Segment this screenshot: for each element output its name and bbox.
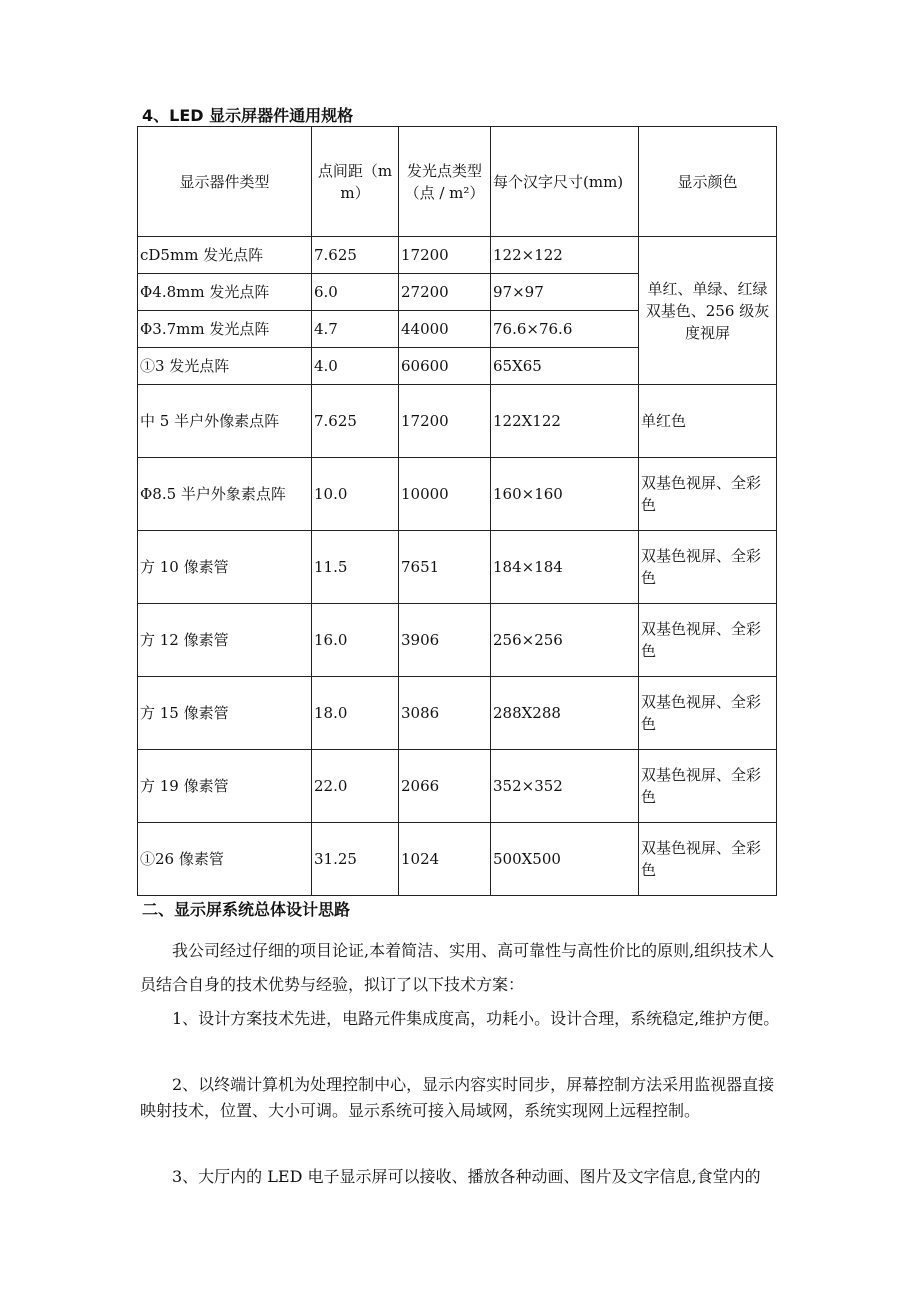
cell-density: 3086 <box>399 677 491 750</box>
section-2-title: 二、显示屏系统总体设计思路 <box>142 900 351 919</box>
paragraph-point-1: 1、设计方案技术先进，电路元件集成度高，功耗小。设计合理，系统稳定,维护方便。 <box>172 1009 780 1028</box>
table-row <box>138 823 777 896</box>
paragraph-point-3: 3、大厅内的 LED 电子显示屏可以接收、播放各种动画、图片及文字信息,食堂内的 <box>172 1167 761 1186</box>
cell-type: 方 19 像素管 <box>138 750 312 823</box>
led-spec-table <box>137 126 777 896</box>
cell-type: 方 15 像素管 <box>138 677 312 750</box>
table-row <box>138 750 777 823</box>
table-row <box>138 531 777 604</box>
cell-size: 184×184 <box>491 531 639 604</box>
table-row <box>138 604 777 677</box>
cell-type: ①3 发光点阵 <box>138 348 312 385</box>
table-header-row <box>138 127 777 237</box>
cell-density: 10000 <box>399 458 491 531</box>
cell-color: 单红色 <box>639 385 777 458</box>
cell-pitch: 18.0 <box>312 677 399 750</box>
cell-color: 双基色视屏、全彩色 <box>639 823 777 896</box>
cell-pitch: 22.0 <box>312 750 399 823</box>
cell-type: 方 10 像素管 <box>138 531 312 604</box>
cell-pitch: 31.25 <box>312 823 399 896</box>
cell-type: 方 12 像素管 <box>138 604 312 677</box>
cell-density: 7651 <box>399 531 491 604</box>
cell-pitch: 6.0 <box>312 274 399 311</box>
header-color: 显示颜色 <box>639 127 777 237</box>
cell-pitch: 7.625 <box>312 385 399 458</box>
cell-size: 160×160 <box>491 458 639 531</box>
header-pitch: 点间距（mm） <box>312 127 399 237</box>
paragraph-intro: 我公司经过仔细的项目论证,本着简洁、实用、高可靠性与高性价比的原则,组织技术人员结合自身的技术优势与经验，拟订了以下技术方案： <box>140 941 775 994</box>
header-char-size: 每个汉字尺寸(mm) <box>491 127 639 237</box>
cell-density: 60600 <box>399 348 491 385</box>
cell-size: 122X122 <box>491 385 639 458</box>
cell-type: ①26 像素管 <box>138 823 312 896</box>
cell-size: 288X288 <box>491 677 639 750</box>
cell-type: Φ3.7mm 发光点阵 <box>138 311 312 348</box>
table-row <box>138 677 777 750</box>
cell-density: 3906 <box>399 604 491 677</box>
cell-density: 2066 <box>399 750 491 823</box>
cell-density: 17200 <box>399 237 491 274</box>
cell-density: 44000 <box>399 311 491 348</box>
cell-size: 122×122 <box>491 237 639 274</box>
cell-type: cD5mm 发光点阵 <box>138 237 312 274</box>
cell-density: 1024 <box>399 823 491 896</box>
header-density-line2: （点 / m²） <box>404 183 485 202</box>
cell-color: 双基色视屏、全彩色 <box>639 531 777 604</box>
section-4-title: 4、LED 显示屏器件通用规格 <box>142 106 354 125</box>
paragraph-point-2: 2、以终端计算机为处理控制中心，显示内容实时同步，屏幕控制方法采用监视器直接映射技术，位置、大小可调。显示系统可接入局域网，系统实现网上远程控制。 <box>140 1075 775 1120</box>
cell-color: 双基色视屏、全彩色 <box>639 750 777 823</box>
cell-pitch: 7.625 <box>312 237 399 274</box>
cell-type: Φ4.8mm 发光点阵 <box>138 274 312 311</box>
table-row <box>138 385 777 458</box>
cell-size: 500X500 <box>491 823 639 896</box>
cell-color: 双基色视屏、全彩色 <box>639 458 777 531</box>
table-row <box>138 458 777 531</box>
cell-type: 中 5 半户外像素点阵 <box>138 385 312 458</box>
cell-pitch: 10.0 <box>312 458 399 531</box>
cell-size: 65X65 <box>491 348 639 385</box>
table-row <box>138 237 777 274</box>
cell-color: 双基色视屏、全彩色 <box>639 677 777 750</box>
cell-size: 76.6×76.6 <box>491 311 639 348</box>
cell-color: 双基色视屏、全彩色 <box>639 604 777 677</box>
header-type: 显示器件类型 <box>138 127 312 237</box>
cell-density: 27200 <box>399 274 491 311</box>
cell-size: 97×97 <box>491 274 639 311</box>
cell-size: 256×256 <box>491 604 639 677</box>
cell-color-merged: 单红、单绿、红绿双基色、256 级灰度视屏 <box>639 237 777 385</box>
header-density <box>399 127 491 237</box>
cell-pitch: 11.5 <box>312 531 399 604</box>
cell-size: 352×352 <box>491 750 639 823</box>
cell-pitch: 16.0 <box>312 604 399 677</box>
cell-type: Φ8.5 半户外象素点阵 <box>138 458 312 531</box>
cell-pitch: 4.0 <box>312 348 399 385</box>
header-density-line1: 发光点类型 <box>406 161 482 180</box>
cell-density: 17200 <box>399 385 491 458</box>
cell-pitch: 4.7 <box>312 311 399 348</box>
